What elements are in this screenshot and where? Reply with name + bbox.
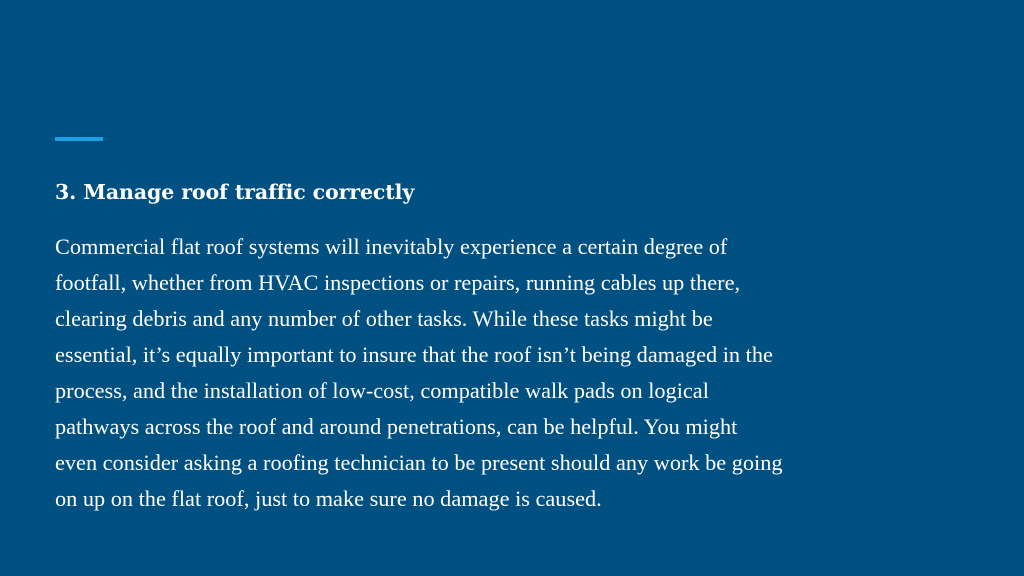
- body-line: process, and the installation of low-cost, compatible walk pads on logical: [55, 378, 709, 403]
- slide-heading: 3. Manage roof traffic correctly: [55, 180, 415, 204]
- body-line: footfall, whether from HVAC inspections or repairs, running cables up there,: [55, 270, 741, 295]
- accent-bar: [55, 137, 103, 141]
- body-line: on up on the flat roof, just to make sure no damage is caused.: [55, 486, 602, 511]
- slide-body-text: [55, 229, 985, 517]
- body-line: clearing debris and any number of other tasks. While these tasks might be: [55, 306, 713, 331]
- body-line: even consider asking a roofing technician to be present should any work be going: [55, 450, 783, 475]
- body-line: pathways across the roof and around penetrations, can be helpful. You might: [55, 414, 738, 439]
- body-line: Commercial flat roof systems will inevitably experience a certain degree of: [55, 234, 728, 259]
- body-line: essential, it’s equally important to insure that the roof isn’t being damaged in the: [55, 342, 773, 367]
